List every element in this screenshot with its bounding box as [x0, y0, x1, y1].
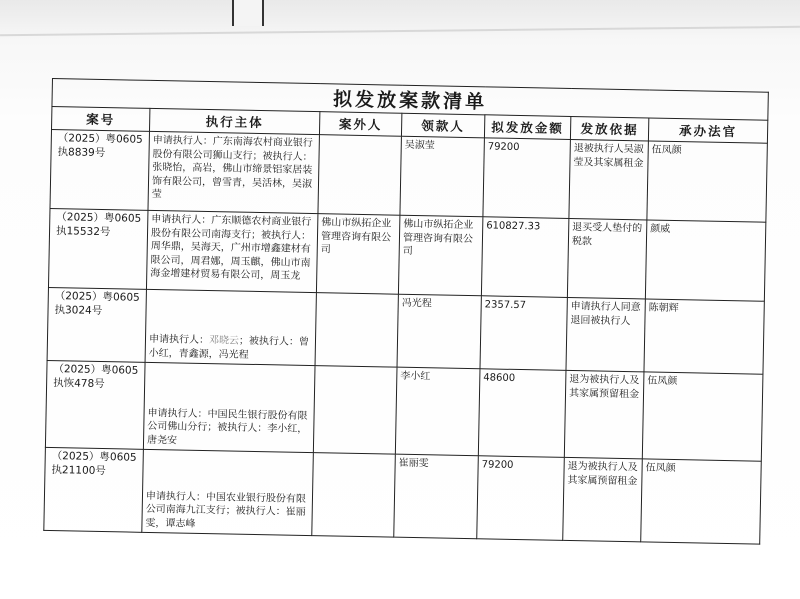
case-no-cell: （2025）粤0605执21100号: [44, 447, 144, 532]
basis-cell: 退买受人垫付的税款: [567, 218, 647, 298]
outsider-cell: 佛山市纵拓企业管理咨询有限公司: [316, 214, 400, 295]
judge-cell: 伍凤颜: [641, 459, 762, 544]
outsider-cell: [315, 293, 398, 368]
case-no-cell: （2025）粤0605执15532号: [48, 208, 147, 289]
payee-cell: 佛山市纵拓企业管理咨询有限公司: [398, 215, 483, 296]
amount-cell: 2357.57: [480, 296, 567, 371]
parties-cell: 申请执行人：广东南海农村商业银行股份有限公司狮山支行；被执行人：张晓怡，高岩，佛山市缔景铝家居装饰有限公司，曾雪青，吴活林，吴淑莹: [148, 131, 319, 213]
parties-text: [149, 292, 313, 363]
header-outsider: 案外人: [319, 112, 401, 137]
header-amount: 拟发放金额: [484, 115, 570, 140]
table-row: [44, 447, 761, 544]
case-no-cell: （2025）粤0605执恢478号: [45, 360, 145, 449]
payment-list-table: [43, 78, 769, 545]
parties-cell: [142, 449, 314, 535]
parties-cell: 申请执行人：广东顺德农村商业银行股份有限公司南海支行；被执行人：周华鼎，吴海天，广州市增鑫建材有限公司，周君娜，周玉麒，佛山市南海金增建材贸易有限公司，周玉龙: [146, 210, 317, 292]
case-no-cell: （2025）粤0605执8839号: [50, 130, 149, 211]
table-row: [50, 130, 767, 223]
outsider-cell: [313, 366, 397, 455]
header-judge: 承办法官: [648, 118, 767, 143]
judge-cell: 陈朝辉: [644, 299, 764, 374]
payee-cell: 李小红: [395, 367, 480, 456]
judge-cell: 伍凤颜: [642, 372, 763, 461]
document-title: 拟发放案款清单: [52, 79, 768, 121]
outsider-cell: [318, 135, 402, 216]
payee-cell: 冯光程: [397, 294, 481, 369]
amount-cell: 79200: [483, 138, 571, 219]
payee-cell: 吴淑莹: [400, 136, 485, 217]
amount-cell: 48600: [478, 369, 566, 458]
parties-cell: [145, 289, 316, 365]
parties-lead: 申请执行人：: [148, 333, 210, 347]
payee-cell: 崔丽雯: [394, 454, 479, 539]
basis-cell: 退为被执行人及其家属预留租金: [564, 370, 644, 458]
case-no-cell: （2025）粤0605执3024号: [47, 287, 146, 362]
payment-list-sheet: [44, 78, 770, 530]
table-row: [47, 287, 764, 374]
binding-clip: [232, 0, 264, 26]
parties-rest: ；被执行人：曾小红，青鑫源，冯光程: [148, 335, 310, 361]
amount-cell: 79200: [477, 456, 565, 541]
header-basis: 发放依据: [570, 116, 648, 140]
parties-text: 申请执行人：中国农业银行股份有限公司南海九江支行；被执行人：崔丽雯，谭志峰: [145, 490, 307, 530]
parties-cell: [143, 362, 315, 452]
table-row: [48, 208, 765, 301]
basis-cell: 退被执行人吴淑莹及其家属租金: [569, 139, 649, 219]
outsider-cell: [312, 453, 396, 538]
judge-cell: 颜威: [645, 220, 766, 301]
header-payee: 领款人: [401, 113, 484, 138]
basis-cell: 退为被执行人及其家属预留租金: [563, 457, 643, 541]
amount-cell: 610827.33: [481, 217, 569, 298]
header-parties: 执行主体: [149, 108, 319, 134]
header-case-no: 案号: [52, 107, 150, 132]
judge-cell: 伍凤颜: [647, 141, 768, 222]
table-row: [45, 360, 763, 461]
basis-cell: 申请执行人同意退回被执行人: [566, 297, 645, 371]
parties-faded-name: 邓晓云: [208, 335, 240, 347]
parties-text: 申请执行人：中国民生银行股份有限公司佛山分行；被执行人：李小红，唐尧安: [146, 407, 308, 446]
